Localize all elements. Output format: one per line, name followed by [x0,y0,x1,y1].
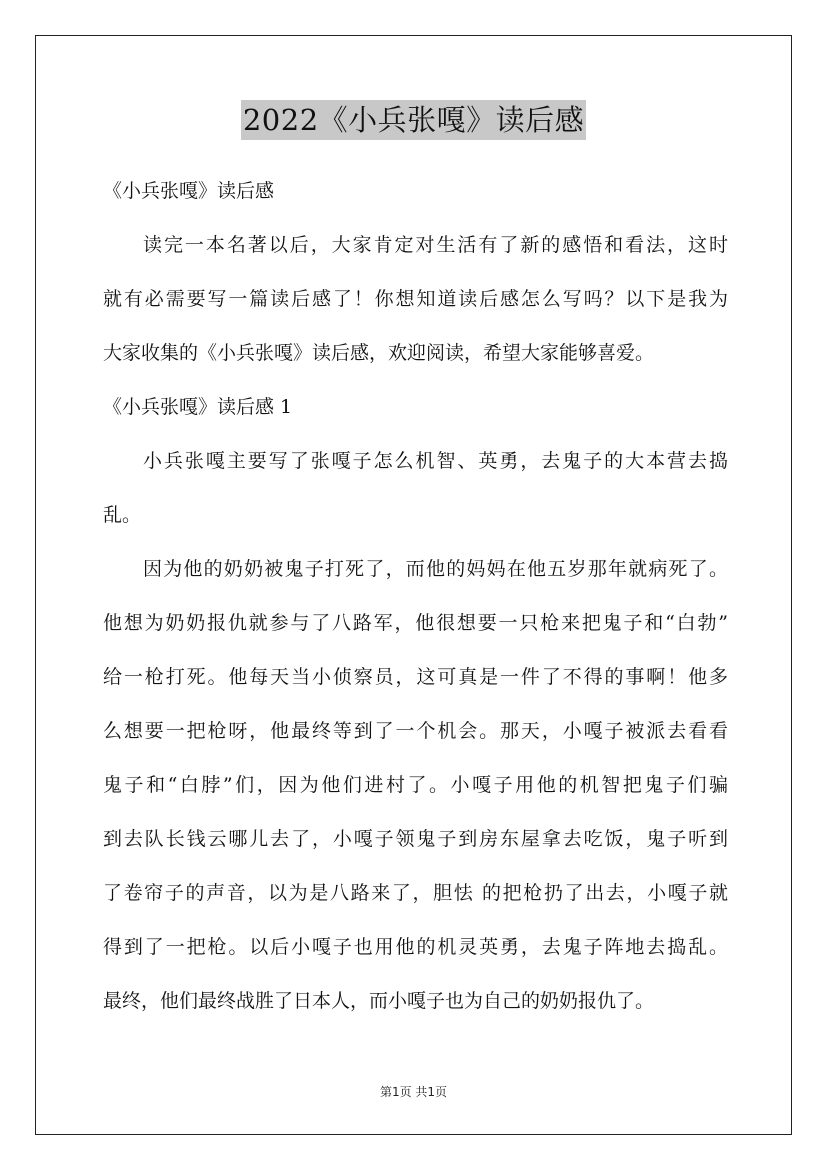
paragraph-line: 因为他的奶奶被鬼子打死了，而他的妈妈在他五岁那年就病死了。 [143,558,728,580]
page-footer: 第1页 共1页 [379,1085,448,1099]
document-title: 2022《小兵张嘎》读后感 [241,100,586,140]
paragraph-2 [103,556,728,1042]
section-heading: 《小兵张嘎》读后感 1 [103,396,293,418]
subtitle: 《小兵张嘎》读后感 [103,180,275,202]
paragraph-line: 到去队长钱云哪儿去了，小嘎子领鬼子到房东屋拿去吃饭，鬼子听到 [103,828,728,850]
paragraph-1 [103,448,728,556]
intro-line: 大家收集的《小兵张嘎》读后感，欢迎阅读，希望大家能够喜爱。 [103,342,655,364]
paragraph-line: 小兵张嘎主要写了张嘎子怎么机智、英勇，去鬼子的大本营去捣 [143,450,728,472]
title-wrap [0,100,827,140]
intro-line: 就有必需要写一篇读后感了！你想知道读后感怎么写吗？以下是我为 [103,288,728,310]
intro-paragraph [103,232,728,394]
intro-line: 读完一本名著以后，大家肯定对生活有了新的感悟和看法，这时 [143,234,728,256]
paragraph-line: 给一枪打死。他每天当小侦察员，这可真是一件了不得的事啊！他多 [103,666,728,688]
paragraph-line: 他想为奶奶报仇就参与了八路军，他很想要一只枪来把鬼子和“白勃” [103,612,728,634]
paragraph-line: 得到了一把枪。以后小嘎子也用他的机灵英勇，去鬼子阵地去捣乱。 [103,936,728,958]
paragraph-line: 鬼子和“白脖”们，因为他们进村了。小嘎子用他的机智把鬼子们骗 [103,774,728,796]
paragraph-line: 乱。 [103,504,142,526]
paragraph-line: 了卷帘子的声音，以为是八路来了，胆怯 的把枪扔了出去，小嘎子就 [103,882,728,904]
paragraph-line: 最终，他们最终战胜了日本人，而小嘎子也为自己的奶奶报仇了。 [103,990,655,1012]
paragraph-line: 么想要一把枪呀，他最终等到了一个机会。那天，小嘎子被派去看看 [103,720,728,742]
